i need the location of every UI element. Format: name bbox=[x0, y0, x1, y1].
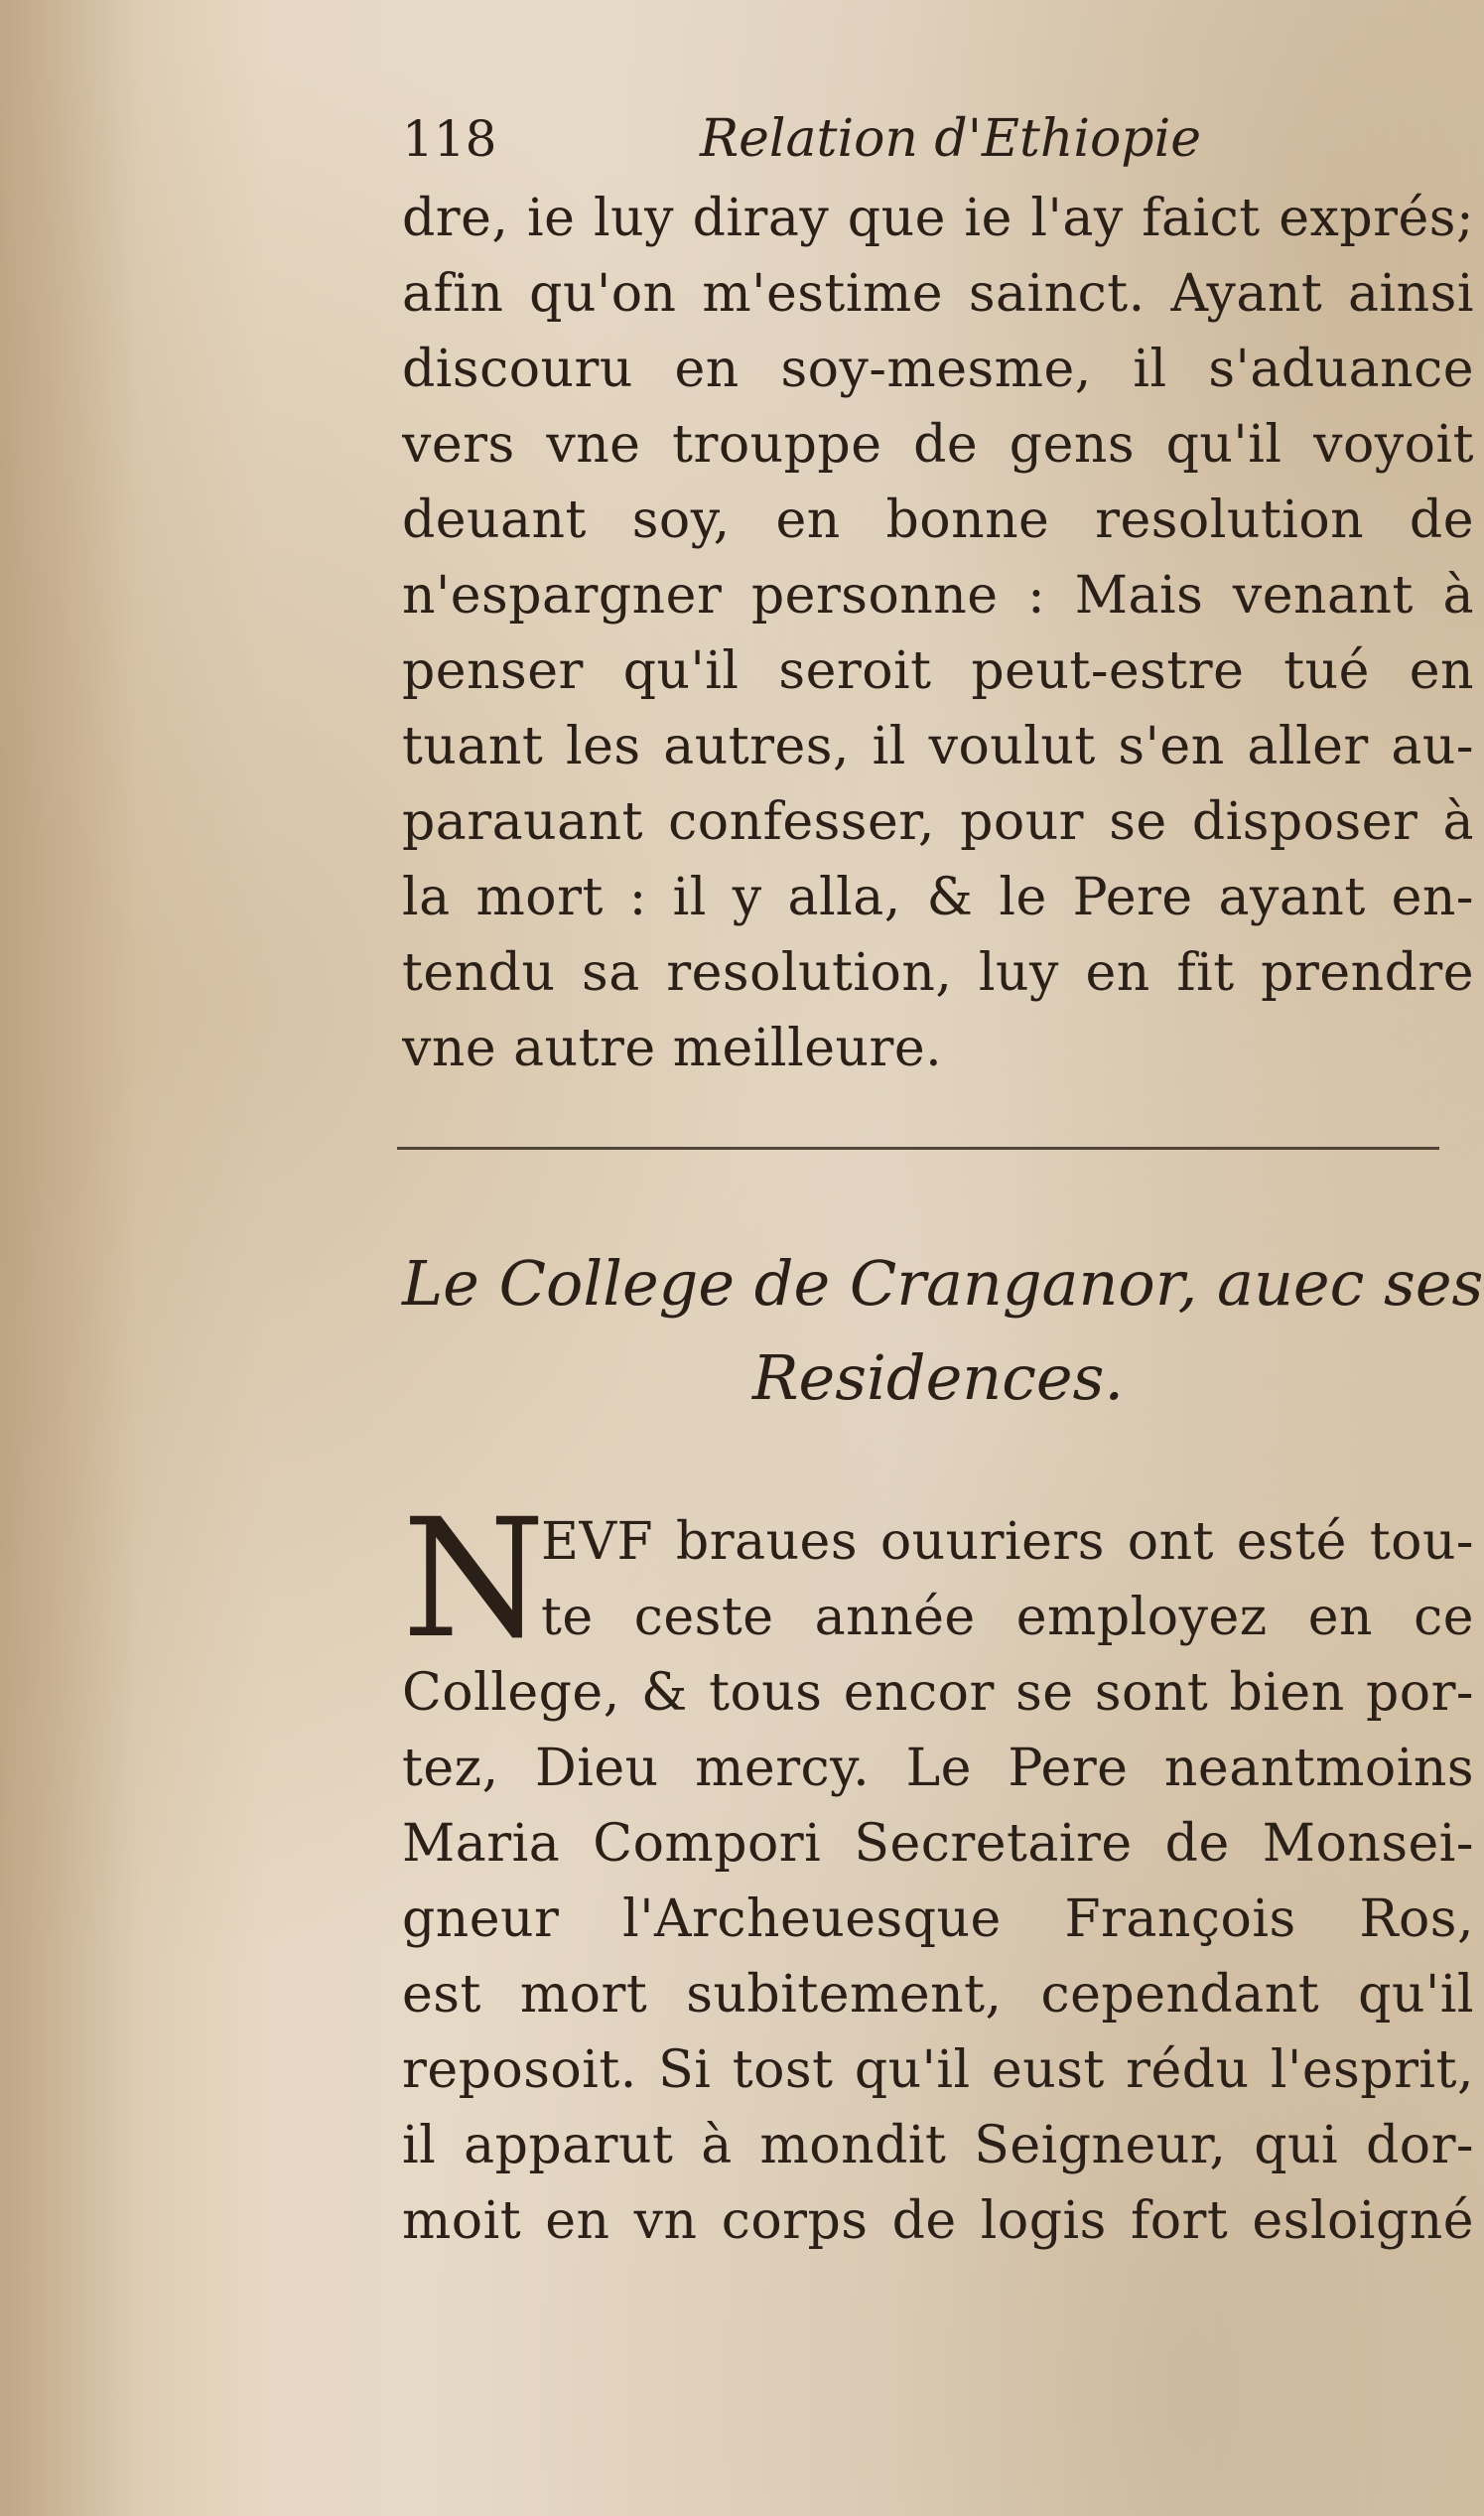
paragraph-2-indented-lines bbox=[541, 1504, 1474, 1655]
page-number: 118 bbox=[402, 110, 497, 168]
text-line: parauant confesser, pour se disposer à bbox=[402, 792, 1474, 852]
text-line: gneur l'Archeuesque François Ros, bbox=[402, 1889, 1474, 1949]
text-line: reposoit. Si tost qu'il eust rédu l'esprit, bbox=[402, 2040, 1474, 2100]
page-gutter-shadow bbox=[0, 0, 139, 2516]
first-word-smallcaps: EVF bbox=[541, 1512, 654, 1572]
text-line: tuant les autres, il voulut s'en aller au- bbox=[402, 717, 1474, 776]
text-line: College, & tous encor se sont bien por- bbox=[402, 1663, 1474, 1723]
text-line: dre, ie luy diray que ie l'ay faict exprés; bbox=[402, 189, 1474, 248]
text-line: il apparut à mondit Seigneur, qui dor- bbox=[402, 2116, 1474, 2175]
text-line: penser qu'il seroit peut-estre tué en bbox=[402, 641, 1474, 701]
text-line: te ceste année employez en ce bbox=[541, 1588, 1474, 1647]
text-line: tez, Dieu mercy. Le Pere neantmoins bbox=[402, 1739, 1474, 1798]
text-line: vers vne trouppe de gens qu'il voyoit bbox=[402, 415, 1474, 475]
text-line: deuant soy, en bonne resolution de bbox=[402, 490, 1474, 550]
text-line: discouru en soy-mesme, il s'aduance bbox=[402, 340, 1474, 399]
text-line: vne autre meilleure. bbox=[402, 1019, 943, 1078]
text-line: afin qu'on m'estime sainct. Ayant ainsi bbox=[402, 264, 1474, 324]
text-line: tendu sa resolution, luy en fit prendre bbox=[402, 943, 1474, 1003]
page-header bbox=[402, 104, 1395, 174]
drop-cap: N bbox=[402, 1483, 546, 1674]
section-divider bbox=[397, 1147, 1439, 1150]
text-line bbox=[541, 1504, 1474, 1580]
text-line: la mort : il y alla, & le Pere ayant en- bbox=[402, 868, 1474, 927]
section-heading-line-1: Le College de Cranganor, auec ses bbox=[402, 1247, 1484, 1320]
text-line: Maria Compori Secretaire de Monsei- bbox=[402, 1814, 1474, 1874]
running-title: Relation d'Ethiopie bbox=[700, 109, 1201, 169]
section-heading-line-2: Residences. bbox=[751, 1341, 1125, 1414]
text-line: est mort subitement, cependant qu'il bbox=[402, 1965, 1474, 2025]
first-line-text: braues ouuriers ont esté tou- bbox=[653, 1512, 1474, 1572]
text-line: n'espargner personne : Mais venant à bbox=[402, 566, 1474, 626]
paragraph-1 bbox=[402, 181, 1474, 1086]
text-line: moit en vn corps de logis fort esloigné bbox=[402, 2191, 1474, 2251]
paragraph-2 bbox=[402, 1655, 1474, 2259]
section-heading bbox=[402, 1236, 1484, 1425]
